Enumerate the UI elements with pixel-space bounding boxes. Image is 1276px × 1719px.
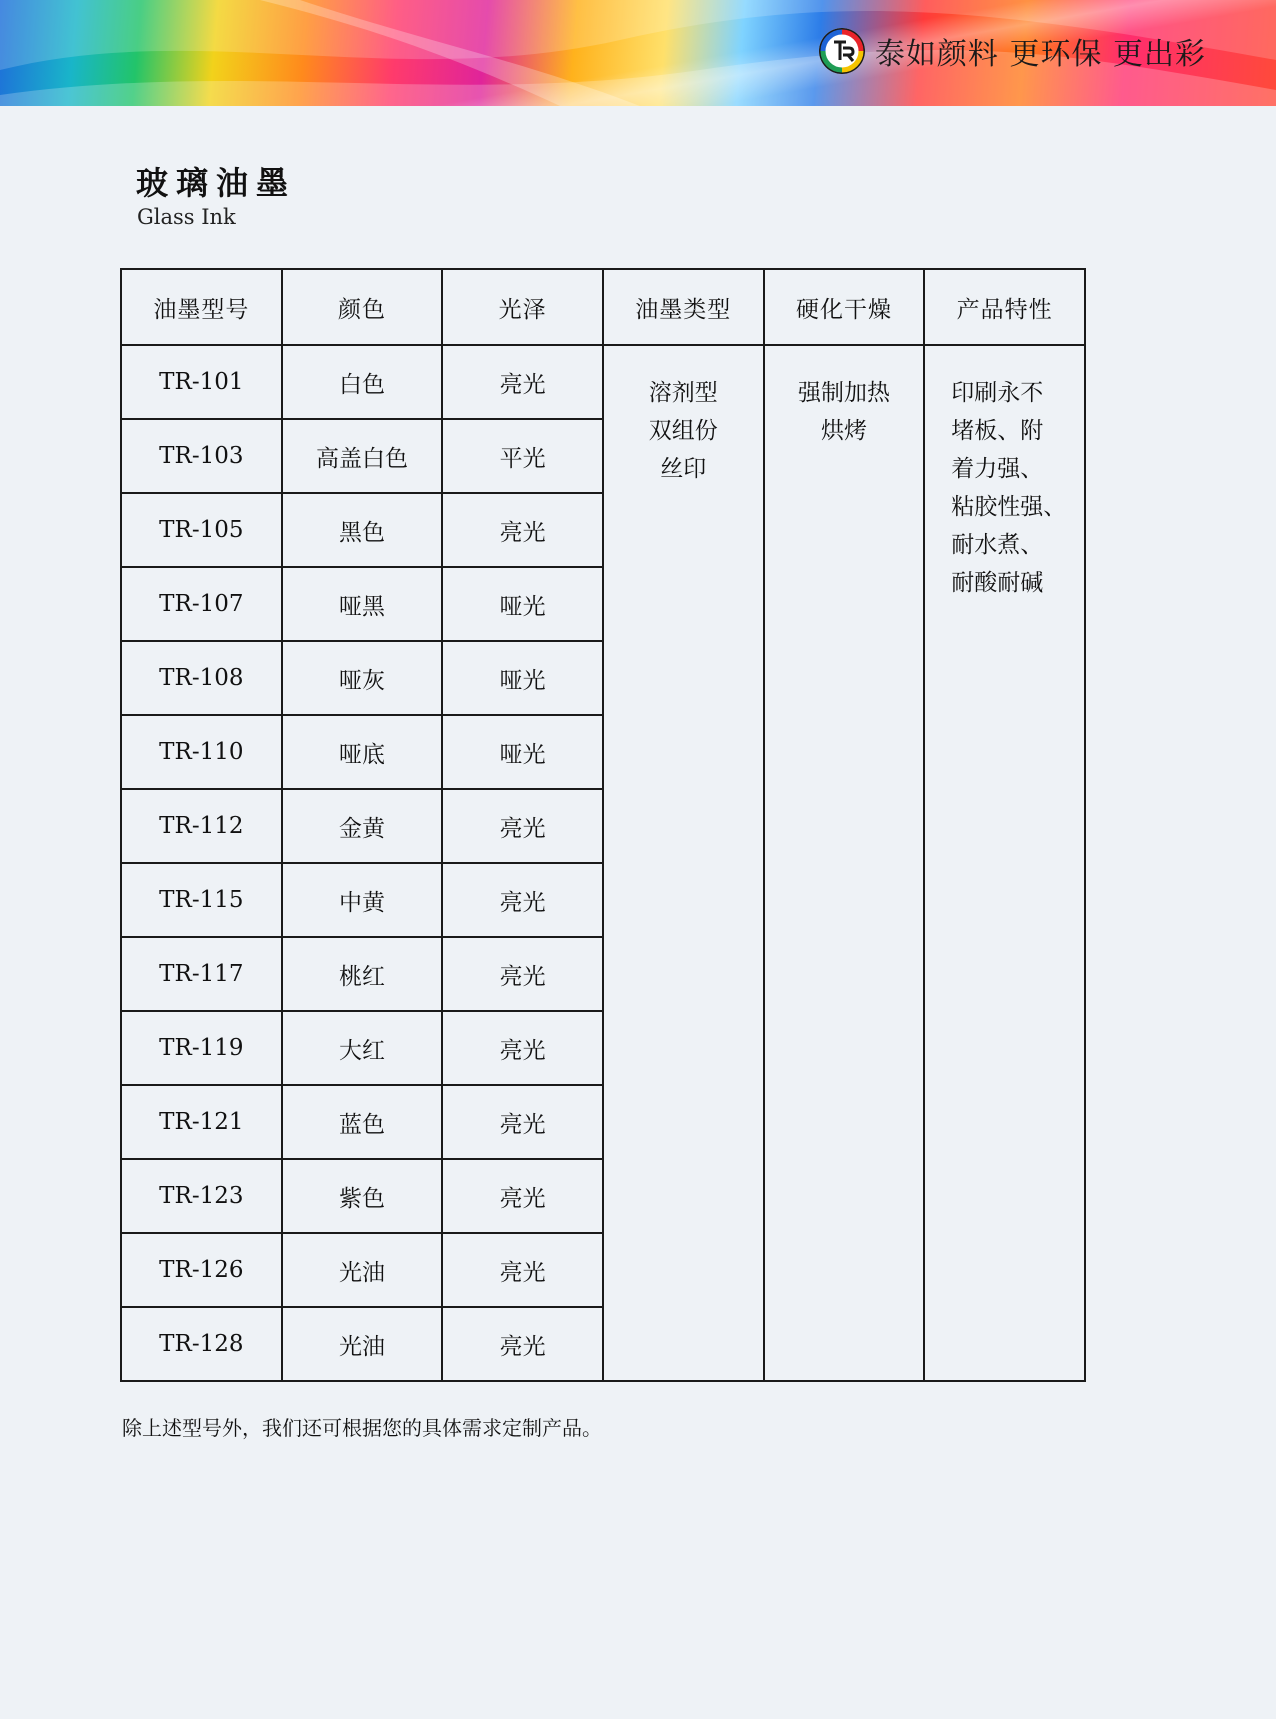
- cell-model: TR-110: [121, 715, 282, 789]
- tr-logo-icon: [819, 28, 865, 74]
- cell-model: TR-121: [121, 1085, 282, 1159]
- cell-gloss: 哑光: [442, 641, 603, 715]
- cell-gloss: 亮光: [442, 1085, 603, 1159]
- cell-gloss: 亮光: [442, 1011, 603, 1085]
- header-ink-type: 油墨类型: [603, 269, 764, 345]
- cell-color: 金黄: [282, 789, 443, 863]
- cell-gloss: 亮光: [442, 1233, 603, 1307]
- feature-line: 印刷永不: [951, 380, 1044, 406]
- cell-gloss: 亮光: [442, 789, 603, 863]
- cell-ink-type: [603, 345, 764, 1381]
- cell-gloss: 亮光: [442, 863, 603, 937]
- cell-model: TR-117: [121, 937, 282, 1011]
- cell-model: TR-101: [121, 345, 282, 419]
- cell-model: TR-115: [121, 863, 282, 937]
- cell-gloss: 哑光: [442, 567, 603, 641]
- slogan: 泰如颜料 更环保 更出彩: [874, 37, 1206, 72]
- cell-features: [924, 345, 1085, 1381]
- cell-color: 光油: [282, 1307, 443, 1381]
- cell-model: TR-103: [121, 419, 282, 493]
- cell-drying: [764, 345, 925, 1381]
- cell-model: TR-107: [121, 567, 282, 641]
- cell-color: 蓝色: [282, 1085, 443, 1159]
- cell-model: TR-128: [121, 1307, 282, 1381]
- ink-spec-table: [120, 268, 1086, 1382]
- page-subtitle: Glass Ink: [137, 205, 236, 229]
- feature-line: 粘胶性强、: [951, 494, 1067, 520]
- ink-type-line: 丝印: [660, 456, 707, 482]
- cell-color: 高盖白色: [282, 419, 443, 493]
- cell-color: 桃红: [282, 937, 443, 1011]
- feature-line: 耐酸耐碱: [951, 570, 1044, 596]
- cell-color: 光油: [282, 1233, 443, 1307]
- cell-gloss: 哑光: [442, 715, 603, 789]
- header-model: 油墨型号: [121, 269, 282, 345]
- cell-gloss: 亮光: [442, 345, 603, 419]
- cell-gloss: 亮光: [442, 1159, 603, 1233]
- feature-line: 着力强、: [951, 456, 1044, 482]
- ink-type-line: 双组份: [648, 418, 718, 444]
- cell-gloss: 亮光: [442, 493, 603, 567]
- ink-type-line: 溶剂型: [648, 380, 718, 406]
- drying-line: 烘烤: [820, 418, 867, 444]
- cell-color: 黑色: [282, 493, 443, 567]
- header-gloss: 光泽: [442, 269, 603, 345]
- cell-gloss: 亮光: [442, 1307, 603, 1381]
- table-row: [121, 345, 1085, 419]
- cell-model: TR-112: [121, 789, 282, 863]
- cell-model: TR-105: [121, 493, 282, 567]
- cell-color: 紫色: [282, 1159, 443, 1233]
- table-header-row: [121, 269, 1085, 345]
- header-drying: 硬化干燥: [764, 269, 925, 345]
- cell-color: 中黄: [282, 863, 443, 937]
- header-banner: [0, 0, 1276, 106]
- drying-line: 强制加热: [797, 380, 890, 406]
- cell-model: TR-119: [121, 1011, 282, 1085]
- cell-model: TR-123: [121, 1159, 282, 1233]
- cell-model: TR-126: [121, 1233, 282, 1307]
- cell-color: 哑黑: [282, 567, 443, 641]
- cell-model: TR-108: [121, 641, 282, 715]
- feature-line: 堵板、附: [951, 418, 1044, 444]
- header-color: 颜色: [282, 269, 443, 345]
- cell-color: 白色: [282, 345, 443, 419]
- cell-gloss: 平光: [442, 419, 603, 493]
- cell-color: 大红: [282, 1011, 443, 1085]
- footnote: 除上述型号外，我们还可根据您的具体需求定制产品。: [122, 1416, 602, 1440]
- cell-gloss: 亮光: [442, 937, 603, 1011]
- cell-color: 哑底: [282, 715, 443, 789]
- page-title: 玻璃油墨: [136, 164, 297, 202]
- header-features: 产品特性: [924, 269, 1085, 345]
- brand: [819, 28, 1206, 74]
- cell-color: 哑灰: [282, 641, 443, 715]
- feature-line: 耐水煮、: [951, 532, 1044, 558]
